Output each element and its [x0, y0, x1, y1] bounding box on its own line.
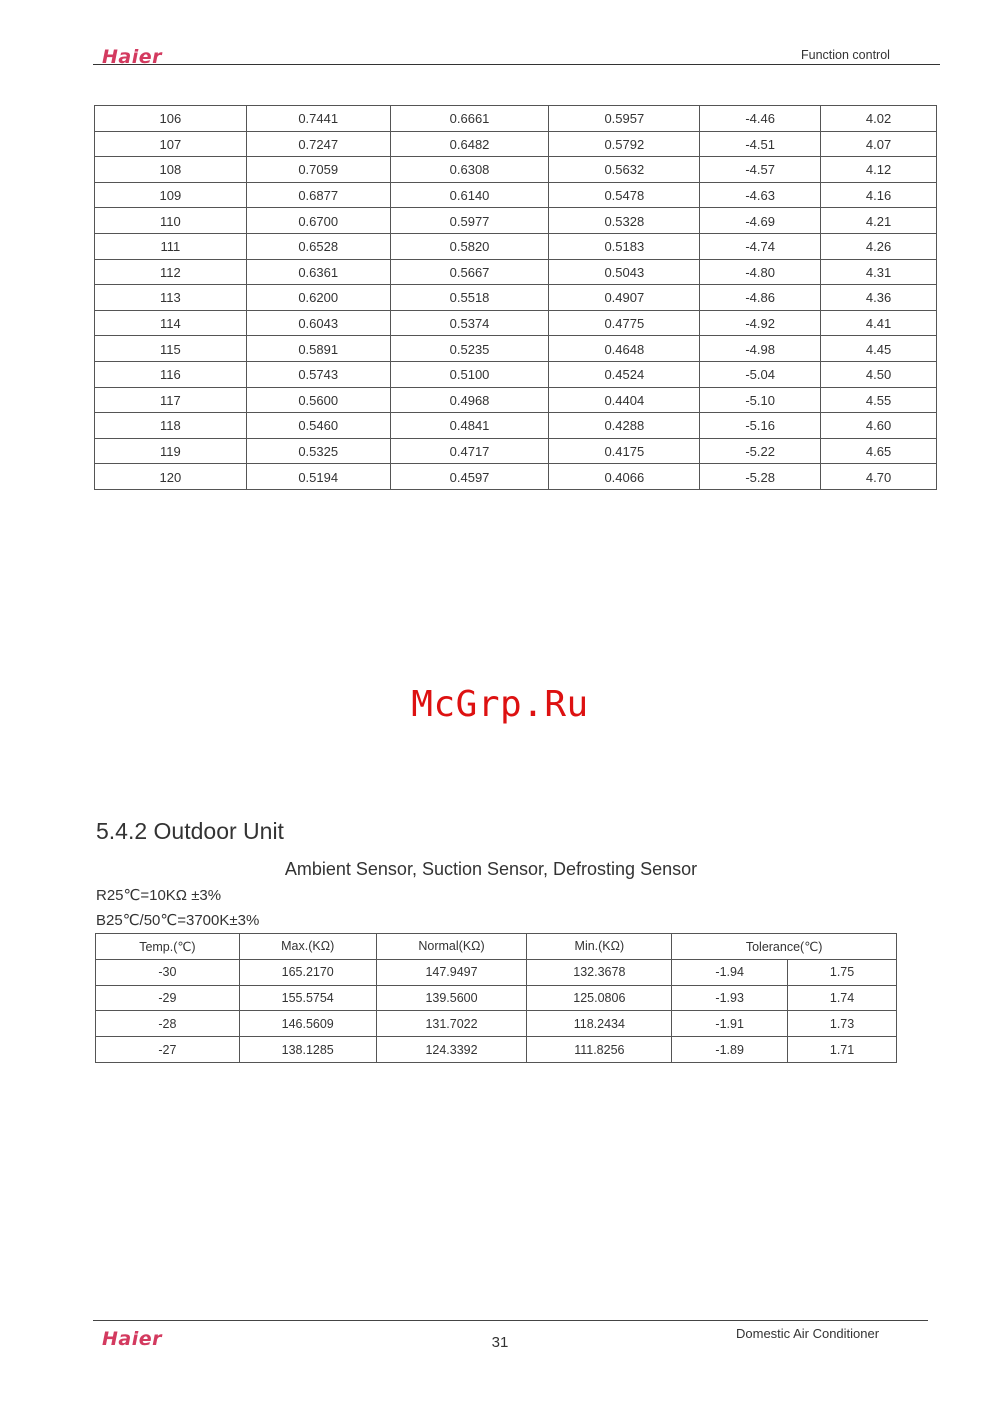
table-cell: 0.6140: [390, 182, 549, 208]
table-cell: 0.7441: [246, 106, 390, 132]
table-row: [95, 131, 937, 157]
table-cell: 0.4968: [390, 387, 549, 413]
table-cell: -28: [96, 1011, 240, 1037]
table-cell: 4.50: [821, 361, 937, 387]
table-row: [95, 233, 937, 259]
table-cell: 0.6877: [246, 182, 390, 208]
table-cell: 1.73: [788, 1011, 897, 1037]
table-cell: -4.51: [700, 131, 821, 157]
table-row: [96, 985, 897, 1011]
table-cell: 111.8256: [527, 1037, 672, 1063]
table-cell: -4.69: [700, 208, 821, 234]
table-cell: 0.5183: [549, 233, 700, 259]
table-cell: 108: [95, 157, 247, 183]
table-cell: 4.36: [821, 285, 937, 311]
table-cell: 124.3392: [376, 1037, 527, 1063]
table-cell: 4.16: [821, 182, 937, 208]
table-cell: 0.7059: [246, 157, 390, 183]
table-cell: 1.74: [788, 985, 897, 1011]
table-cell: 147.9497: [376, 959, 527, 985]
table-cell: 0.5460: [246, 413, 390, 439]
resistance-spec: R25℃=10KΩ ±3%: [96, 887, 222, 904]
table-cell: 0.5632: [549, 157, 700, 183]
table-row: [95, 259, 937, 285]
table-cell: 112: [95, 259, 247, 285]
table-cell: -5.28: [700, 464, 821, 490]
table-cell: 118.2434: [527, 1011, 672, 1037]
table-cell: -4.74: [700, 233, 821, 259]
table-row: [96, 959, 897, 985]
table-cell: 0.5792: [549, 131, 700, 157]
table-cell: -27: [96, 1037, 240, 1063]
footer-rule: [93, 1320, 928, 1321]
header-min: Min.(KΩ): [527, 934, 672, 960]
table-cell: 0.5100: [390, 361, 549, 387]
table-cell: 119: [95, 438, 247, 464]
table-cell: 165.2170: [239, 959, 376, 985]
table-cell: 0.6661: [390, 106, 549, 132]
table-row: [95, 310, 937, 336]
table-cell: -4.98: [700, 336, 821, 362]
table-row: [95, 387, 937, 413]
table-header-row: [96, 934, 897, 960]
table-cell: 0.4524: [549, 361, 700, 387]
table-cell: -4.92: [700, 310, 821, 336]
table-cell: 4.07: [821, 131, 937, 157]
header-rule: [93, 64, 940, 65]
table-cell: 0.5194: [246, 464, 390, 490]
table-cell: -5.22: [700, 438, 821, 464]
table-cell: 0.6700: [246, 208, 390, 234]
table-cell: -4.80: [700, 259, 821, 285]
table-cell: -4.57: [700, 157, 821, 183]
table-cell: 0.7247: [246, 131, 390, 157]
table-cell: -4.63: [700, 182, 821, 208]
table-row: [95, 285, 937, 311]
table-cell: 4.55: [821, 387, 937, 413]
table-cell: 4.60: [821, 413, 937, 439]
table-cell: 4.12: [821, 157, 937, 183]
table-row: [95, 438, 937, 464]
table-cell: 111: [95, 233, 247, 259]
table-cell: -1.91: [672, 1011, 788, 1037]
table-cell: 0.5328: [549, 208, 700, 234]
table-cell: 0.4775: [549, 310, 700, 336]
table-cell: 109: [95, 182, 247, 208]
table-cell: 0.5743: [246, 361, 390, 387]
table-cell: 0.4648: [549, 336, 700, 362]
table-cell: 138.1285: [239, 1037, 376, 1063]
table-cell: 0.4717: [390, 438, 549, 464]
table-row: [95, 413, 937, 439]
table-cell: 0.6528: [246, 233, 390, 259]
table-cell: 0.5478: [549, 182, 700, 208]
table-cell: 0.5600: [246, 387, 390, 413]
table-cell: 0.4175: [549, 438, 700, 464]
table-row: [96, 1037, 897, 1063]
header-temp: Temp.(℃): [96, 934, 240, 960]
table-cell: 0.5891: [246, 336, 390, 362]
table-cell: 1.75: [788, 959, 897, 985]
table-cell: -5.16: [700, 413, 821, 439]
header-logo: Haier: [102, 46, 162, 68]
table-cell: 4.26: [821, 233, 937, 259]
table-cell: 120: [95, 464, 247, 490]
table-row: [95, 336, 937, 362]
table-cell: 146.5609: [239, 1011, 376, 1037]
table-cell: 114: [95, 310, 247, 336]
footer-title: Domestic Air Conditioner: [736, 1326, 880, 1341]
table-cell: -1.89: [672, 1037, 788, 1063]
table-cell: -1.94: [672, 959, 788, 985]
table-cell: -4.86: [700, 285, 821, 311]
table-cell: 4.02: [821, 106, 937, 132]
table-cell: 4.65: [821, 438, 937, 464]
thermistor-table-continued: [94, 105, 937, 490]
table-cell: 131.7022: [376, 1011, 527, 1037]
watermark-text: McGrp.Ru: [411, 684, 589, 725]
table-row: [95, 182, 937, 208]
table-cell: 116: [95, 361, 247, 387]
footer-logo: Haier: [102, 1328, 162, 1350]
table-cell: 132.3678: [527, 959, 672, 985]
table-cell: -30: [96, 959, 240, 985]
table-row: [95, 361, 937, 387]
table-cell: 0.4066: [549, 464, 700, 490]
sensor-subtitle: Ambient Sensor, Suction Sensor, Defrosting Sensor: [284, 859, 698, 879]
table-cell: 0.6200: [246, 285, 390, 311]
outdoor-sensor-table: [95, 933, 897, 1063]
table-cell: 4.21: [821, 208, 937, 234]
table-cell: 0.6361: [246, 259, 390, 285]
thermistor-table-body: [95, 106, 937, 490]
table-cell: 0.6482: [390, 131, 549, 157]
table-cell: 0.5235: [390, 336, 549, 362]
table-row: [95, 464, 937, 490]
table-cell: 4.45: [821, 336, 937, 362]
table-cell: 0.6308: [390, 157, 549, 183]
header-tolerance: Tolerance(℃): [672, 934, 897, 960]
table-cell: 0.4597: [390, 464, 549, 490]
table-cell: -1.93: [672, 985, 788, 1011]
table-cell: 118: [95, 413, 247, 439]
table-cell: 107: [95, 131, 247, 157]
table-cell: -29: [96, 985, 240, 1011]
table-cell: 0.5957: [549, 106, 700, 132]
table-row: [96, 1011, 897, 1037]
table-cell: 110: [95, 208, 247, 234]
table-cell: 115: [95, 336, 247, 362]
table-row: [95, 106, 937, 132]
section-title: 5.4.2 Outdoor Unit: [96, 818, 284, 844]
table-cell: -4.46: [700, 106, 821, 132]
table-cell: 0.5820: [390, 233, 549, 259]
header-normal: Normal(KΩ): [376, 934, 527, 960]
table-cell: 125.0806: [527, 985, 672, 1011]
table-cell: 113: [95, 285, 247, 311]
table-cell: 106: [95, 106, 247, 132]
table-cell: -5.04: [700, 361, 821, 387]
table-cell: 0.5043: [549, 259, 700, 285]
table-row: [95, 208, 937, 234]
table-cell: 0.5374: [390, 310, 549, 336]
table-cell: 0.5518: [390, 285, 549, 311]
b-constant-spec: B25℃/50℃=3700K±3%: [96, 912, 260, 929]
table-cell: 117: [95, 387, 247, 413]
table-cell: 0.5325: [246, 438, 390, 464]
table-cell: 0.4288: [549, 413, 700, 439]
table-row: [95, 157, 937, 183]
table-cell: 0.4841: [390, 413, 549, 439]
table-cell: 0.4404: [549, 387, 700, 413]
header-max: Max.(KΩ): [239, 934, 376, 960]
table-cell: 4.41: [821, 310, 937, 336]
table-cell: -5.10: [700, 387, 821, 413]
table-cell: 139.5600: [376, 985, 527, 1011]
table-cell: 0.5667: [390, 259, 549, 285]
table-cell: 0.4907: [549, 285, 700, 311]
table-cell: 155.5754: [239, 985, 376, 1011]
header-section-title: Function control: [801, 48, 890, 62]
page-number: 31: [491, 1334, 509, 1351]
table-cell: 4.70: [821, 464, 937, 490]
table-cell: 0.6043: [246, 310, 390, 336]
table-cell: 1.71: [788, 1037, 897, 1063]
table-cell: 0.5977: [390, 208, 549, 234]
table-cell: 4.31: [821, 259, 937, 285]
outdoor-sensor-table-body: [96, 959, 897, 1062]
